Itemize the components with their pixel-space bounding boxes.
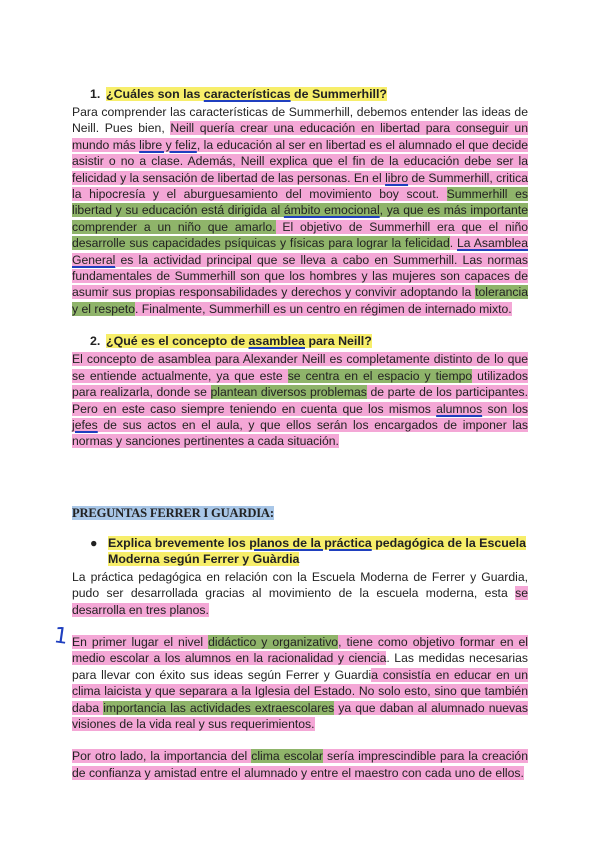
text-run: es la actividad principal que se lleva a cabo en Summerhill. Las normas fundamentales de Summerhill son que los hombres y las mujeres son capaces de asumir sus propias responsabilidades y derechos y convivir adoptando la (72, 252, 528, 300)
section-heading-text: PREGUNTAS FERRER I GUARDIA: (72, 505, 274, 520)
text-run: importancia las actividades extraescolares (103, 700, 335, 715)
text-run: a consistía en educar en un clima laicista y que separara a la Iglesia del Estado (72, 667, 528, 699)
text-run: didáctico y organizativo (208, 634, 339, 649)
answer-3-plane-1-paragraph (72, 634, 528, 732)
question-1-text-a: ¿Cuáles son las (106, 87, 204, 101)
question-1-number: 1. (90, 87, 101, 101)
bullet-question-text-a: Explica brevemente los (108, 535, 250, 550)
text-run: Para comprender las características de Summerhill, debemos entender las ideas de Neill. Pues bien, (72, 105, 528, 136)
text-run: El objetivo de Summerhill era que el niño (275, 219, 528, 234)
text-run: El concepto de asamblea para Alexander Neill es completamente distinto de lo que se entiende actualmente, ya que este (72, 352, 528, 383)
text-run: tolerancia y el respeto (72, 285, 528, 316)
text-run: , ya que es más importante comprender a un niño que amarlo. (72, 203, 528, 234)
answer-1-paragraph (72, 104, 528, 317)
text-run: Summerhill es libertad y su educación está dirigida al (72, 187, 528, 218)
text-run: ámbito emocional (283, 203, 380, 218)
text-run: . No solo esto, sino que también daba (72, 684, 528, 715)
question-1 (90, 86, 528, 102)
text-run: desarrolle sus capacidades psíquicas y físicas para lograr la felicidad (72, 236, 450, 251)
text-run: ya que daban al alumnado nuevas visiones de la vida real y sus requerimientos. (72, 700, 529, 731)
text-run: de parte de los participantes. Pero en este caso siempre teniendo en cuenta que los mismos (72, 385, 528, 416)
question-2-text-b: asamblea (248, 334, 306, 349)
question-1-text-c: de Summerhill? (290, 87, 387, 101)
text-run: de Summerhill, critica la hipocresía y el aburguesamiento del movimiento boy scout. (72, 170, 528, 202)
text-run: Por otro lado, la importancia del (72, 749, 252, 764)
bullet-question-text-b: planos de la práctica (249, 535, 372, 550)
question-1-text-b: características (203, 87, 291, 101)
text-run: La práctica pedagógica en relación con la Escuela Moderna de Ferrer y Guardia, pudo ser desarrollada gracias al movimiento de la escuela moderna, esta (72, 569, 528, 601)
answer-3-intro-paragraph (72, 569, 528, 618)
bullet-question-text-c: pedagógica de la Escuela Moderna según Ferrer y Guàrdia (108, 535, 527, 566)
text-run: . Las medidas necesarias para llevar con éxito sus ideas según Ferrer y Guardi (72, 651, 528, 682)
text-run: La Asamblea General (72, 236, 528, 267)
question-2-text-c: para Neill? (305, 334, 372, 349)
document-page (72, 86, 528, 781)
question-2 (90, 333, 528, 349)
text-run: jefes (72, 417, 98, 432)
section-heading (72, 506, 528, 521)
text-run: libro (385, 170, 409, 185)
question-2-number: 2. (90, 334, 101, 349)
text-run: plantean diversos problemas (210, 385, 367, 400)
text-run: . Finalmente, Summerhill es un centro en régimen de internado mixto. (135, 301, 512, 316)
text-run: alumnos (436, 401, 483, 416)
text-run: utilizados para realizarla, donde se (72, 368, 528, 400)
answer-3-plane-2-paragraph (72, 748, 528, 781)
text-run: se centra en el espacio y tiempo (287, 368, 473, 383)
text-run: son los (482, 401, 528, 416)
handwritten-number-annotation: 1 (52, 623, 70, 650)
text-run: sería imprescindible para la creación de confianza y amistad entre el alumnado y entre el maestro con cada uno de ellos. (72, 749, 528, 780)
answer-2-paragraph (72, 351, 528, 449)
text-run: , tiene como objetivo formar en el medio escolar a los alumnos en la racionalidad y ciencia (72, 634, 529, 666)
question-2-text-a: ¿Qué es el concepto de (106, 334, 249, 349)
text-run: , la educación al ser en libertad es el alumnado el que decide asistir o no a clase. Además, Neill explica que el fin de la educación debe ser la felicidad y la sensación de libertad de las personas. En el (72, 137, 529, 185)
bullet-question-text (108, 535, 528, 567)
text-run: En primer lugar el nivel (72, 634, 209, 649)
text-run: se desarrolla en tres planos. (72, 586, 528, 617)
text-run: de sus actos en el aula, y que ellos serán los encargados de imponer las normas y sanciones pertinentes a cada situación. (72, 417, 528, 449)
text-run: Neill quería crear una educación en libertad para conseguir un mundo más (72, 121, 528, 152)
text-run: clima escolar (251, 749, 323, 764)
text-run: . (449, 236, 458, 251)
text-run: libre y feliz (139, 137, 197, 152)
bullet-dot-icon: ● (90, 535, 98, 550)
bullet-question (90, 535, 528, 567)
